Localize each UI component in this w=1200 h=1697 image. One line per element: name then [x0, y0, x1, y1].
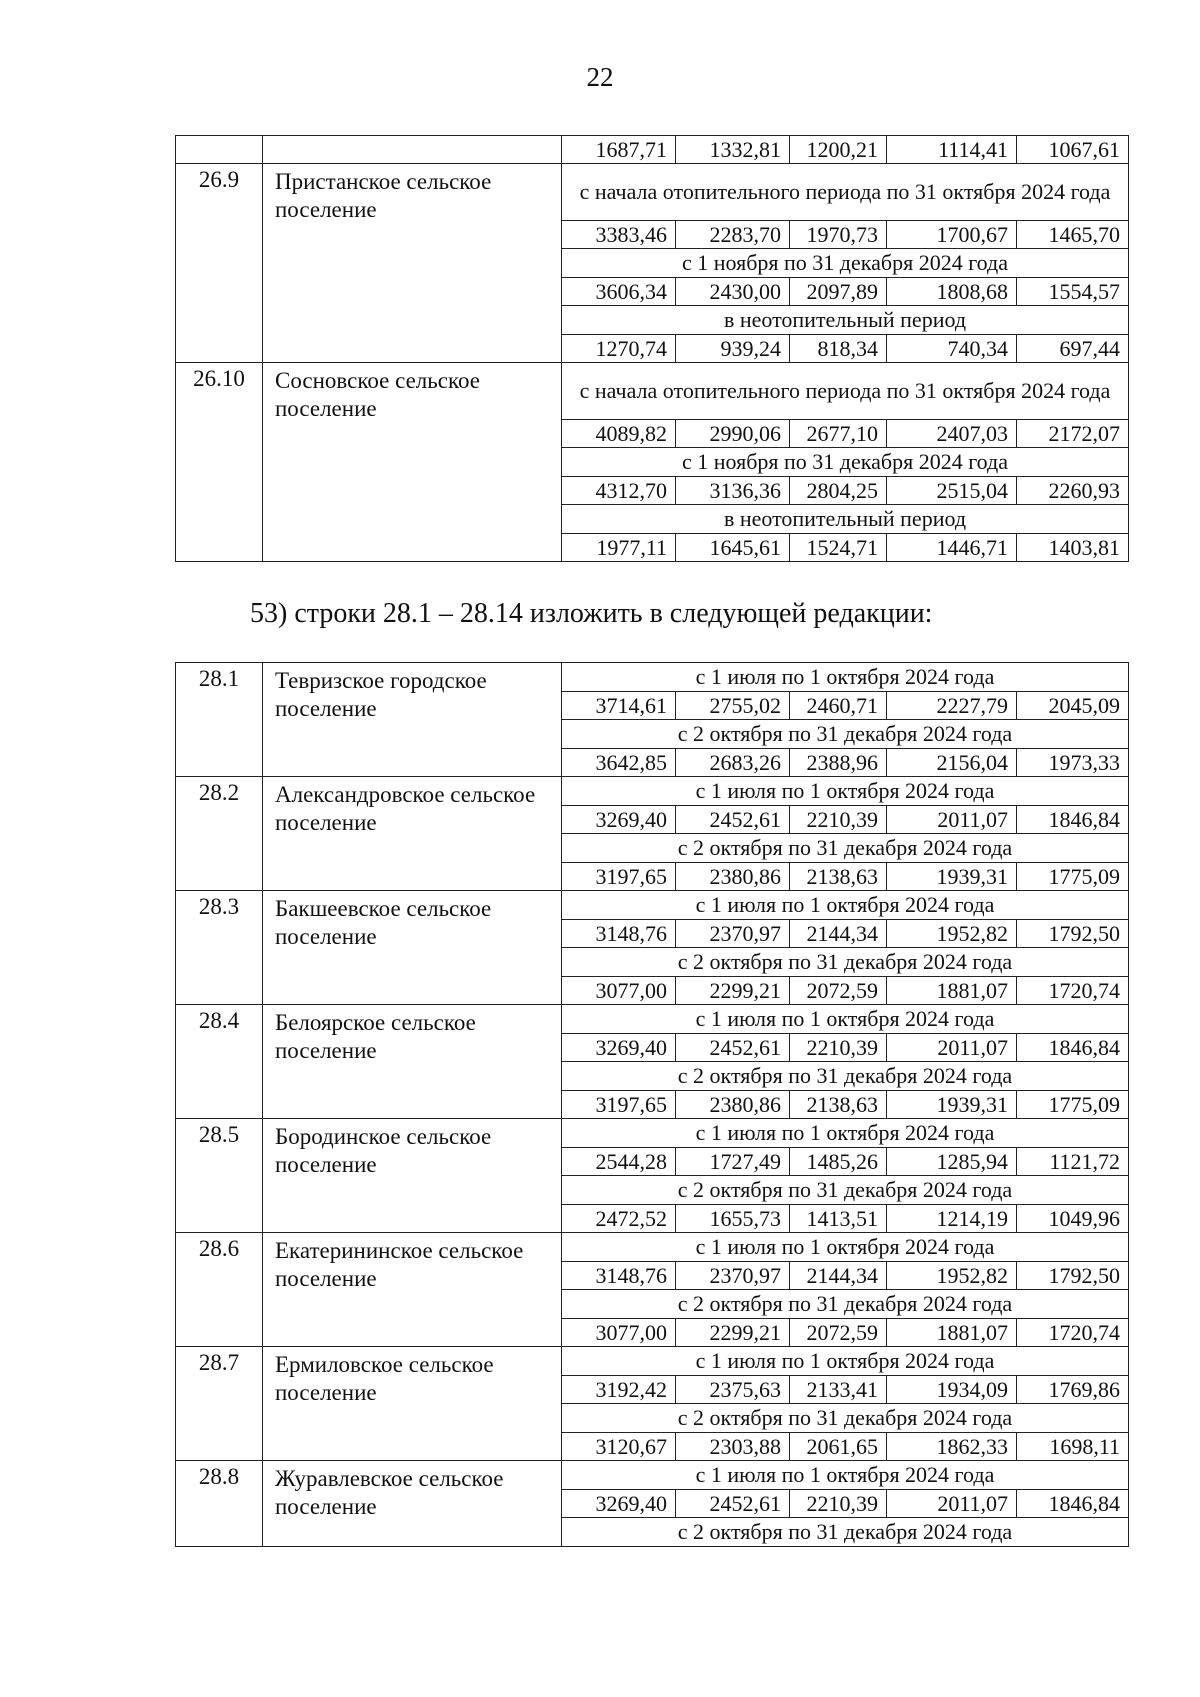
settlement-name-cell: Журавлевское сельское поселение: [263, 1461, 562, 1547]
value-cell: 3136,36: [676, 477, 790, 505]
value-cell: 2011,07: [887, 1034, 1017, 1062]
value-cell: 2472,52: [562, 1205, 676, 1233]
value-cell: 3148,76: [562, 920, 676, 948]
period-label: с 1 ноября по 31 декабря 2024 года: [562, 249, 1129, 278]
settlement-name-cell: Пристанское сельское поселение: [263, 164, 562, 363]
value-cell: 3269,40: [562, 1490, 676, 1518]
value-cell: 2544,28: [562, 1148, 676, 1176]
value-cell: 1952,82: [887, 920, 1017, 948]
value-cell: 1446,71: [887, 534, 1017, 562]
value-cell: 2370,97: [676, 1262, 790, 1290]
value-cell: 3077,00: [562, 1319, 676, 1347]
period-label: с 2 октября по 31 декабря 2024 года: [562, 1404, 1129, 1433]
value-cell: 2210,39: [790, 1034, 887, 1062]
value-cell: 1285,94: [887, 1148, 1017, 1176]
value-cell: 2133,41: [790, 1376, 887, 1404]
value-cell: 1485,26: [790, 1148, 887, 1176]
value-cell: 2097,89: [790, 278, 887, 306]
value-cell: 1808,68: [887, 278, 1017, 306]
value-cell: 1687,71: [562, 136, 676, 164]
value-cell: 1700,67: [887, 221, 1017, 249]
page-number: 22: [586, 62, 614, 92]
value-cell: 2144,34: [790, 1262, 887, 1290]
value-cell: 3192,42: [562, 1376, 676, 1404]
value-cell: 1121,72: [1017, 1148, 1129, 1176]
tariff-table-28: [175, 662, 1129, 1547]
value-cell: 2138,63: [790, 1091, 887, 1119]
value-cell: 1881,07: [887, 1319, 1017, 1347]
row-number-cell: 28.3: [176, 891, 263, 1005]
value-cell: 2011,07: [887, 1490, 1017, 1518]
table-row: [176, 663, 1129, 692]
value-cell: 2260,93: [1017, 477, 1129, 505]
value-cell: 3269,40: [562, 806, 676, 834]
value-cell: 3606,34: [562, 278, 676, 306]
row-number-cell: 28.4: [176, 1005, 263, 1119]
value-cell: 2430,00: [676, 278, 790, 306]
value-cell: 2072,59: [790, 1319, 887, 1347]
value-cell: 2299,21: [676, 1319, 790, 1347]
row-number-cell: 28.1: [176, 663, 263, 777]
settlement-name-cell: Ермиловское сельское поселение: [263, 1347, 562, 1461]
value-cell: 3714,61: [562, 692, 676, 720]
value-cell: 1846,84: [1017, 1490, 1129, 1518]
table-row: [176, 1233, 1129, 1262]
row-number-cell: 28.2: [176, 777, 263, 891]
row-number-cell: 26.9: [176, 164, 263, 363]
row-number-cell: 28.8: [176, 1461, 263, 1547]
value-cell: 3642,85: [562, 749, 676, 777]
value-cell: 2210,39: [790, 1490, 887, 1518]
value-cell: 3148,76: [562, 1262, 676, 1290]
row-number-cell: 28.7: [176, 1347, 263, 1461]
period-label: в неотопительный период: [562, 505, 1129, 534]
period-label: с 2 октября по 31 декабря 2024 года: [562, 948, 1129, 977]
period-label: с 2 октября по 31 декабря 2024 года: [562, 720, 1129, 749]
value-cell: 2990,06: [676, 420, 790, 448]
settlement-name-cell: Белоярское сельское поселение: [263, 1005, 562, 1119]
value-cell: 4089,82: [562, 420, 676, 448]
value-cell: 2677,10: [790, 420, 887, 448]
value-cell: 2460,71: [790, 692, 887, 720]
value-cell: 3383,46: [562, 221, 676, 249]
value-cell: 1720,74: [1017, 1319, 1129, 1347]
value-cell: 2804,25: [790, 477, 887, 505]
value-cell: 1720,74: [1017, 977, 1129, 1005]
period-label: с 1 июля по 1 октября 2024 года: [562, 1347, 1129, 1376]
value-cell: 1645,61: [676, 534, 790, 562]
value-cell: 1881,07: [887, 977, 1017, 1005]
row-number-cell: [176, 136, 263, 164]
value-cell: 2407,03: [887, 420, 1017, 448]
value-cell: 2072,59: [790, 977, 887, 1005]
value-cell: 2299,21: [676, 977, 790, 1005]
value-cell: 818,34: [790, 335, 887, 363]
value-cell: 2515,04: [887, 477, 1017, 505]
value-cell: 1270,74: [562, 335, 676, 363]
value-cell: 1655,73: [676, 1205, 790, 1233]
period-label: с 1 ноября по 31 декабря 2024 года: [562, 448, 1129, 477]
settlement-name-cell: Тевризское городское поселение: [263, 663, 562, 777]
value-cell: 1775,09: [1017, 1091, 1129, 1119]
value-cell: 1862,33: [887, 1433, 1017, 1461]
row-number-cell: 28.5: [176, 1119, 263, 1233]
value-cell: 1792,50: [1017, 920, 1129, 948]
value-cell: 1554,57: [1017, 278, 1129, 306]
value-cell: 1977,11: [562, 534, 676, 562]
value-cell: 2452,61: [676, 806, 790, 834]
value-cell: 1775,09: [1017, 863, 1129, 891]
period-label: с начала отопительного периода по 31 октября 2024 года: [562, 363, 1129, 420]
period-label: с 2 октября по 31 декабря 2024 года: [562, 834, 1129, 863]
settlement-name-cell: Бородинское сельское поселение: [263, 1119, 562, 1233]
value-cell: 2452,61: [676, 1490, 790, 1518]
value-cell: 1698,11: [1017, 1433, 1129, 1461]
period-label: в неотопительный период: [562, 306, 1129, 335]
period-label: с 1 июля по 1 октября 2024 года: [562, 777, 1129, 806]
settlement-name-cell: Сосновское сельское поселение: [263, 363, 562, 562]
value-cell: 740,34: [887, 335, 1017, 363]
period-label: с 2 октября по 31 декабря 2024 года: [562, 1518, 1129, 1547]
period-label: с 2 октября по 31 декабря 2024 года: [562, 1176, 1129, 1205]
period-label: с 2 октября по 31 декабря 2024 года: [562, 1062, 1129, 1091]
table-row: [176, 1347, 1129, 1376]
value-cell: 3120,67: [562, 1433, 676, 1461]
period-label: с 1 июля по 1 октября 2024 года: [562, 1119, 1129, 1148]
period-label: с 1 июля по 1 октября 2024 года: [562, 1233, 1129, 1262]
value-cell: 2755,02: [676, 692, 790, 720]
value-cell: 2138,63: [790, 863, 887, 891]
value-cell: 2375,63: [676, 1376, 790, 1404]
value-cell: 2683,26: [676, 749, 790, 777]
value-cell: 1049,96: [1017, 1205, 1129, 1233]
value-cell: 1846,84: [1017, 1034, 1129, 1062]
value-cell: 1970,73: [790, 221, 887, 249]
table-row: [176, 777, 1129, 806]
period-label: с 2 октября по 31 декабря 2024 года: [562, 1290, 1129, 1319]
value-cell: 1465,70: [1017, 221, 1129, 249]
value-cell: 2380,86: [676, 863, 790, 891]
value-cell: 2227,79: [887, 692, 1017, 720]
value-cell: 2303,88: [676, 1433, 790, 1461]
table-row: [176, 136, 1129, 164]
value-cell: 1413,51: [790, 1205, 887, 1233]
value-cell: 3077,00: [562, 977, 676, 1005]
value-cell: 2452,61: [676, 1034, 790, 1062]
value-cell: 1846,84: [1017, 806, 1129, 834]
period-label: с 1 июля по 1 октября 2024 года: [562, 1461, 1129, 1490]
value-cell: 2061,65: [790, 1433, 887, 1461]
value-cell: 1067,61: [1017, 136, 1129, 164]
value-cell: 1114,41: [887, 136, 1017, 164]
value-cell: 1939,31: [887, 1091, 1017, 1119]
value-cell: 2011,07: [887, 806, 1017, 834]
table-row: [176, 1461, 1129, 1490]
table-row: [176, 1119, 1129, 1148]
value-cell: 1332,81: [676, 136, 790, 164]
value-cell: 2283,70: [676, 221, 790, 249]
value-cell: 1973,33: [1017, 749, 1129, 777]
value-cell: 1769,86: [1017, 1376, 1129, 1404]
value-cell: 1934,09: [887, 1376, 1017, 1404]
settlement-name-cell: [263, 136, 562, 164]
row-number-cell: 28.6: [176, 1233, 263, 1347]
value-cell: 1727,49: [676, 1148, 790, 1176]
settlement-name-cell: Александровское сельское поселение: [263, 777, 562, 891]
value-cell: 1792,50: [1017, 1262, 1129, 1290]
value-cell: 1200,21: [790, 136, 887, 164]
table-row: [176, 164, 1129, 221]
period-label: с 1 июля по 1 октября 2024 года: [562, 663, 1129, 692]
value-cell: 4312,70: [562, 477, 676, 505]
table-row: [176, 1005, 1129, 1034]
value-cell: 2045,09: [1017, 692, 1129, 720]
table-row: [176, 891, 1129, 920]
value-cell: 2370,97: [676, 920, 790, 948]
settlement-name-cell: Екатерининское сельское поселение: [263, 1233, 562, 1347]
value-cell: 2210,39: [790, 806, 887, 834]
value-cell: 697,44: [1017, 335, 1129, 363]
period-label: с 1 июля по 1 октября 2024 года: [562, 1005, 1129, 1034]
value-cell: 3197,65: [562, 1091, 676, 1119]
value-cell: 1524,71: [790, 534, 887, 562]
value-cell: 2172,07: [1017, 420, 1129, 448]
value-cell: 2156,04: [887, 749, 1017, 777]
value-cell: 1939,31: [887, 863, 1017, 891]
table-row: [176, 363, 1129, 420]
value-cell: 2144,34: [790, 920, 887, 948]
value-cell: 1214,19: [887, 1205, 1017, 1233]
value-cell: 939,24: [676, 335, 790, 363]
settlement-name-cell: Бакшеевское сельское поселение: [263, 891, 562, 1005]
tariff-table-continued: [175, 135, 1129, 562]
value-cell: 2388,96: [790, 749, 887, 777]
section-heading: 53) строки 28.1 – 28.14 изложить в следующей редакции:: [250, 598, 933, 629]
value-cell: 2380,86: [676, 1091, 790, 1119]
value-cell: 3269,40: [562, 1034, 676, 1062]
value-cell: 1952,82: [887, 1262, 1017, 1290]
period-label: с 1 июля по 1 октября 2024 года: [562, 891, 1129, 920]
period-label: с начала отопительного периода по 31 октября 2024 года: [562, 164, 1129, 221]
value-cell: 1403,81: [1017, 534, 1129, 562]
row-number-cell: 26.10: [176, 363, 263, 562]
value-cell: 3197,65: [562, 863, 676, 891]
